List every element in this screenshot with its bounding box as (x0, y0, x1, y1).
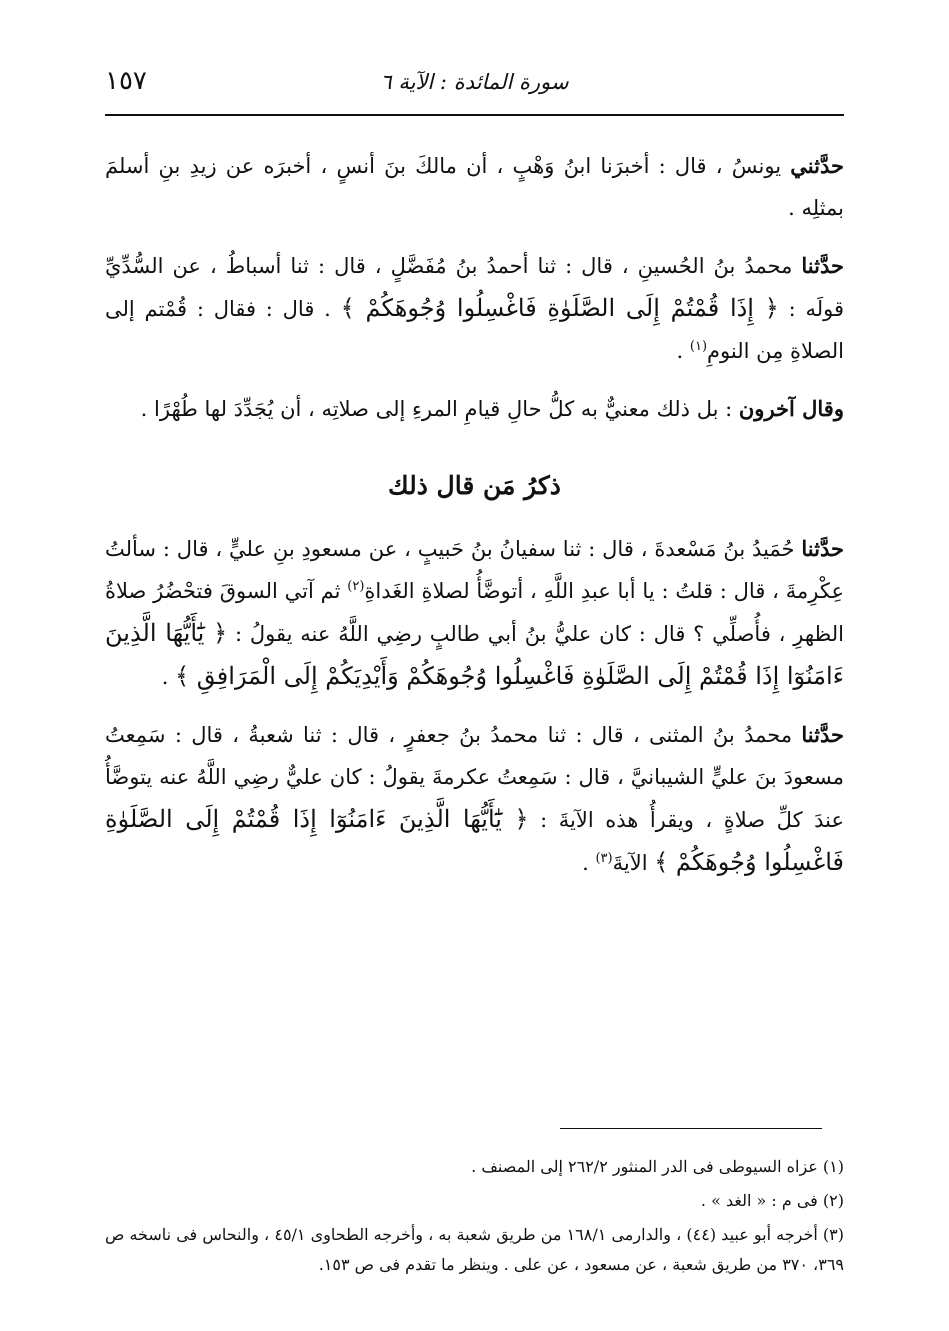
main-text (105, 145, 844, 900)
section-heading: ذكرُ مَن قال ذلك (388, 471, 561, 500)
footnotes (105, 1152, 844, 1284)
paragraph-text: . (676, 339, 690, 363)
paragraph-5 (105, 714, 844, 884)
paragraph-text: الآيةَ (612, 851, 655, 875)
quran-verse: ﴿ إِذَا قُمْتُمْ إِلَى الصَّلَوٰةِ فَاغْسِلُوا وُجُوهَكُمْ ﴾ (340, 294, 779, 322)
paragraph-lead: وقال آخرون (738, 396, 844, 421)
paragraph-1 (105, 145, 844, 229)
paragraph-text: محمدُ بنُ المثنى ، قال : ثنا محمدُ بنُ جعفرٍ ، قال : ثنا شعبةُ ، قال : سَمِعتُ مسعودَ بنَ عليٍّ الشيبانيَّ ، قال : سَمِعتُ عكرمةَ يقولُ : كان عليٌّ رضِي اللَّهُ عنه يتوضَّأُ عندَ كلِّ صلاةٍ ، ويقرأُ هذه الآيةَ : (105, 723, 845, 832)
footnote-1: (١) عزاه السيوطى فى الدر المنثور ٢٦٢/٢ إلى المصنف . (471, 1157, 844, 1176)
paragraph-3 (105, 388, 844, 430)
paragraph-lead: حدَّثني (790, 153, 844, 178)
paragraph-text: محمدُ بنُ الحُسينِ ، قال : ثنا أحمدُ بنُ مُفَضَّلٍ ، قال : ثنا أسباطُ ، عن السُّدِّيِّ قولَه : (105, 254, 844, 321)
paragraph-text: يونسُ ، قال : أخبرَنا ابنُ وَهْبٍ ، أن مالكَ بنَ أنسٍ ، أخبرَه عن زيدِ بنِ أسلمَ بمثلِه . (105, 154, 844, 220)
paragraph-lead: حدَّثنا (801, 253, 844, 278)
footnote-2: (٢) فى م : « الغد » . (700, 1191, 844, 1210)
footnote-3: (٣) أخرجه أبو عبيد (٤٤) ، والدارمى ١٦٨/١ من طريق شعبة به ، وأخرجه الطحاوى ٤٥/١ ، والنحاس فى ناسخه ص ٣٦٩، ٣٧٠ من طريق شعبة ، عن مسعود ، عن على . وينظر ما تقدم فى ص ١٥٣. (105, 1225, 845, 1274)
paragraph-text: ثم آتي السوقَ فتحْضُرُ صلاةُ الظهرِ ، فأُصلِّي ؟ قال : كان عليُّ بنُ أبي طالبٍ رضِي اللَّهُ عنه يقولُ : (105, 579, 845, 646)
paragraph-text: حُمَيدُ بنُ مَسْعدةَ ، قال : ثنا سفيانُ بنُ حَبيبٍ ، عن مسعودِ بنِ عليٍّ ، قال : سألتُ عِكْرِمةَ ، قال : قلتُ : يا أبا عبدِ اللَّهِ ، أتوضَّأُ لصلاةِ الغَداةِ (105, 537, 844, 603)
footnote-reference[interactable]: (٣) (595, 851, 613, 866)
header-rule (105, 114, 844, 116)
quran-verse: ﴿ يَٰٓأَيُّهَا الَّذِينَ ءَامَنُوٓا إِذَا قُمْتُمْ إِلَى الصَّلَوٰةِ فَاغْسِلُوا وُجُوهَكُمْ وَأَيْدِيَكُمْ إِلَى الْمَرَافِقِ ﴾ (105, 619, 844, 690)
paragraph-text: . قال : فقال : قُمْتم إلى الصلاةِ مِن النومِ (105, 297, 844, 363)
paragraph-text: . (161, 665, 176, 689)
paragraph-2 (105, 245, 844, 372)
footnote-reference[interactable]: (١) (689, 339, 708, 354)
paragraph-lead: حدَّثنا (801, 722, 844, 747)
paragraph-text: . (582, 851, 596, 875)
quran-verse: ﴿ يَٰٓأَيُّهَا الَّذِينَ ءَامَنُوٓا إِذَا قُمْتُمْ إِلَى الصَّلَوٰةِ فَاغْسِلُوا وُجُوهَكُمْ ﴾ (105, 805, 844, 876)
footnote-reference[interactable]: (٢) (347, 579, 365, 594)
page-header (105, 66, 844, 106)
paragraph-4 (105, 528, 844, 698)
page-number: ١٥٧ (105, 66, 147, 96)
paragraph-lead: حدَّثنا (801, 536, 844, 561)
footnote-separator (560, 1128, 822, 1129)
paragraph-text: : بل ذلك معنيٌّ به كلُّ حالِ قيامِ المرءِ إلى صلاتِه ، أن يُجَدِّدَ لها طُهْرًا . (140, 397, 739, 421)
running-title: سورة المائدة : الآية ٦ (380, 70, 569, 94)
